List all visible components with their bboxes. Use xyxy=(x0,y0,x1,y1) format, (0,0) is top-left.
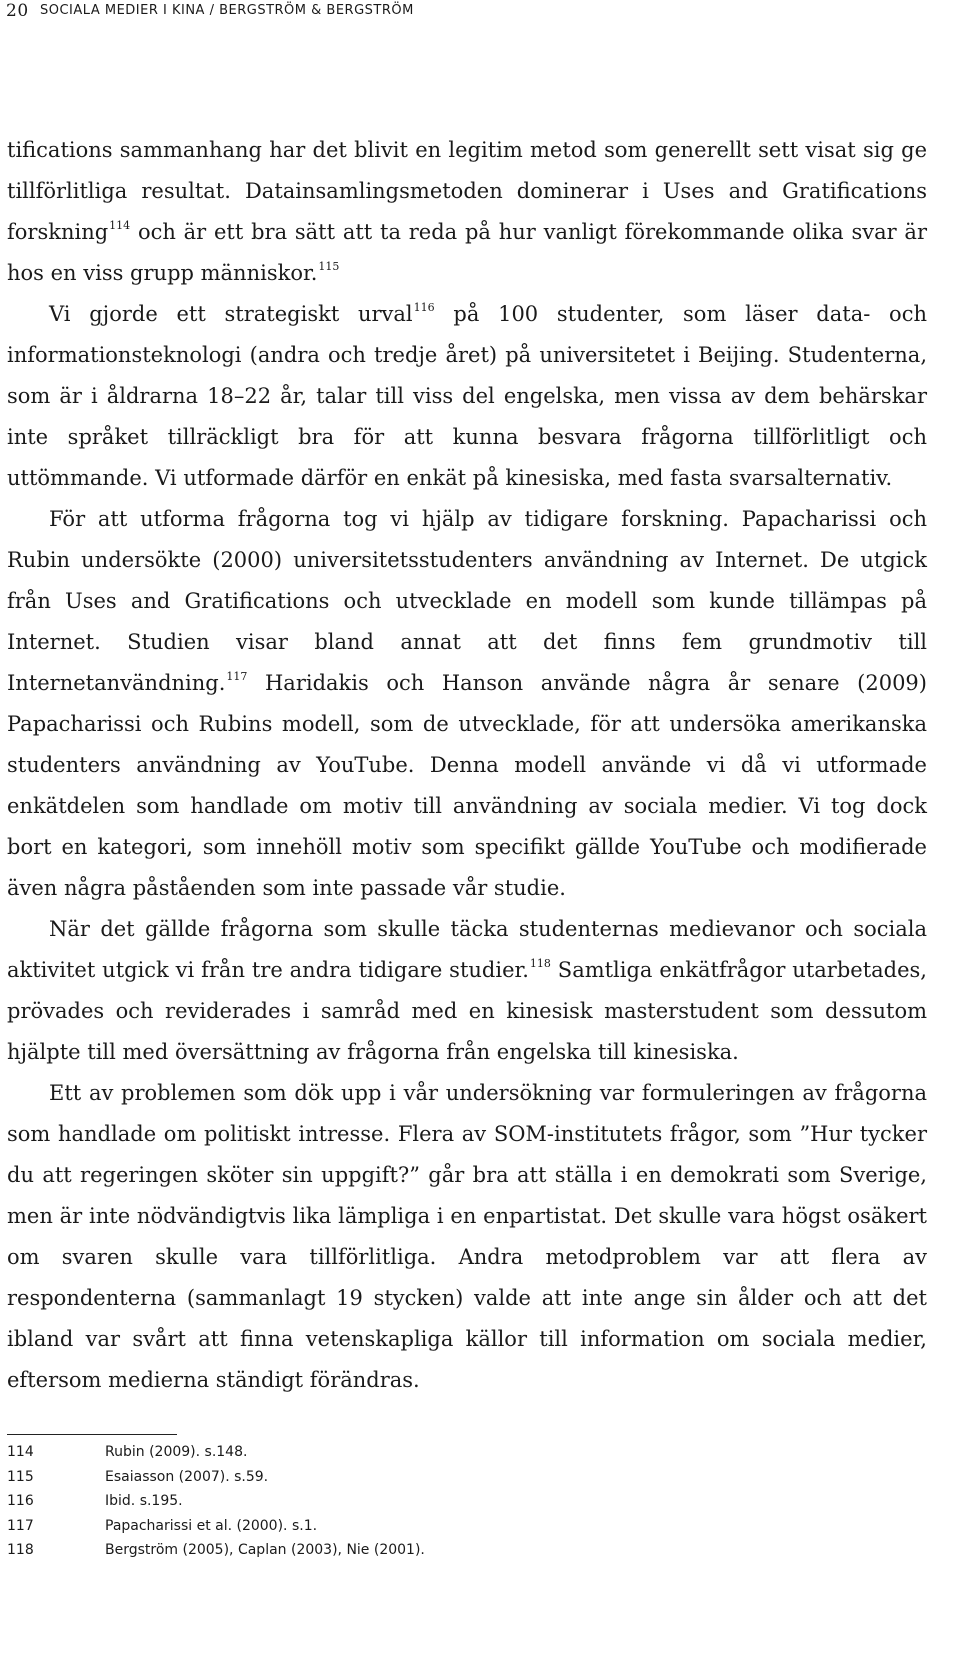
paragraph-2-text-b: på 100 studenter, som läser data- och informationsteknologi (andra och tredje året) på universitetet i Beijing. Studenterna, som är i åldrarna 18–22 år, talar till viss del engelska, men vissa av dem behärskar inte språket tillräckligt bra för att kunna besvara frågorna tillförlitligt och uttömmande. Vi utformade därför en enkät på kinesiska, med fasta svarsalternativ. xyxy=(7,302,927,490)
paragraph-1 xyxy=(7,130,927,294)
footnote-number: 118 xyxy=(7,1542,34,1558)
footnote-number: 115 xyxy=(7,1468,34,1485)
footnote-114 xyxy=(7,1440,927,1465)
footnote-text: Rubin (2009). s.148. xyxy=(105,1444,248,1460)
footnote-ref-114[interactable]: 114 xyxy=(109,219,131,232)
body-text xyxy=(7,130,927,1401)
footnote-text: Ibid. s.195. xyxy=(105,1493,183,1509)
paragraph-1-text-a: tifications sammanhang har det blivit en legitim metod som generellt sett visat sig ge tillförlitliga resultat. Datainsamlingsmetoden dominerar i Uses and Gratifications forskning xyxy=(7,138,927,244)
footnote-117 xyxy=(7,1514,927,1539)
paragraph-5-text-a: Ett av problemen som dök upp i vår undersökning var formuleringen av frågorna som handlade om politiskt intresse. Flera av SOM-institutets frågor, som ”Hur tycker du att regeringen sköter sin uppgift?” går bra att ställa i en demokrati som Sverige, men är inte nödvändigtvis lika lämpliga i en enpartistat. Det skulle vara högst osäkert om svaren skulle vara tillförlitliga. Andra metodproblem var att flera av respondenterna (sammanlagt 19 stycken) valde att inte ange sin ålder och att det ibland var svårt att finna vetenskapliga källor till information om sociala medier, eftersom medierna ständigt förändras. xyxy=(7,1081,927,1392)
footnote-text: Bergström (2005), Caplan (2003), Nie (2001). xyxy=(105,1542,425,1558)
paragraph-4-text-b: Samtliga enkätfrågor utarbetades, prövades och reviderades i samråd med en kinesisk masterstudent som dessutom hjälpte till med översättning av frågorna från engelska till kinesiska. xyxy=(7,958,927,1064)
paragraph-4-text-a: När det gällde frågorna som skulle täcka studenternas medievanor och sociala aktivitet utgick vi från tre andra tidigare studier. xyxy=(7,917,927,982)
footnote-116 xyxy=(7,1489,927,1514)
paragraph-2-text-a: Vi gjorde ett strategiskt urval xyxy=(49,302,413,326)
footnote-text: Esaiasson (2007). s.59. xyxy=(105,1468,269,1485)
footnote-118 xyxy=(7,1538,927,1563)
footnote-text: Papacharissi et al. (2000). s.1. xyxy=(105,1517,318,1534)
footnote-115 xyxy=(7,1465,927,1490)
footnote-number: 116 xyxy=(7,1493,34,1509)
paragraph-1-text-b: och är ett bra sätt att ta reda på hur vanligt förekommande olika svar är hos en viss grupp människor. xyxy=(7,220,927,285)
footnote-ref-118[interactable]: 118 xyxy=(529,957,551,970)
footnote-number: 114 xyxy=(7,1444,34,1460)
paragraph-3 xyxy=(7,499,927,909)
footnotes xyxy=(7,1440,927,1563)
footnote-ref-117[interactable]: 117 xyxy=(226,670,248,683)
paragraph-5 xyxy=(7,1073,927,1401)
footnote-divider xyxy=(7,1434,177,1435)
footnote-ref-115[interactable]: 115 xyxy=(318,260,340,273)
running-title: SOCIALA MEDIER I KINA / BERGSTRÖM & BERGSTRÖM xyxy=(40,3,414,18)
running-header xyxy=(0,0,960,22)
paragraph-3-text-b: Haridakis och Hanson använde några år senare (2009) Papacharissi och Rubins modell, som de utvecklade, för att undersöka amerikanska studenters användning av YouTube. Denna modell använde vi då vi utformade enkätdelen som handlade om motiv till användning av sociala medier. Vi tog dock bort en kategori, som innehöll motiv som specifikt gällde YouTube och modifierade även några påståenden som inte passade vår studie. xyxy=(7,671,927,900)
paragraph-2 xyxy=(7,294,927,499)
paragraph-4 xyxy=(7,909,927,1073)
paragraph-3-text-a: För att utforma frågorna tog vi hjälp av tidigare forskning. Papacharissi och Rubin undersökte (2000) universitetsstudenters användning av Internet. De utgick från Uses and Gratifications och utvecklade en modell som kunde tillämpas på Internet. Studien visar bland annat att det finns fem grundmotiv till Internetanvändning. xyxy=(7,507,927,695)
footnote-ref-116[interactable]: 116 xyxy=(413,301,435,314)
footnote-number: 117 xyxy=(7,1517,34,1534)
page-number: 20 xyxy=(6,1,29,21)
